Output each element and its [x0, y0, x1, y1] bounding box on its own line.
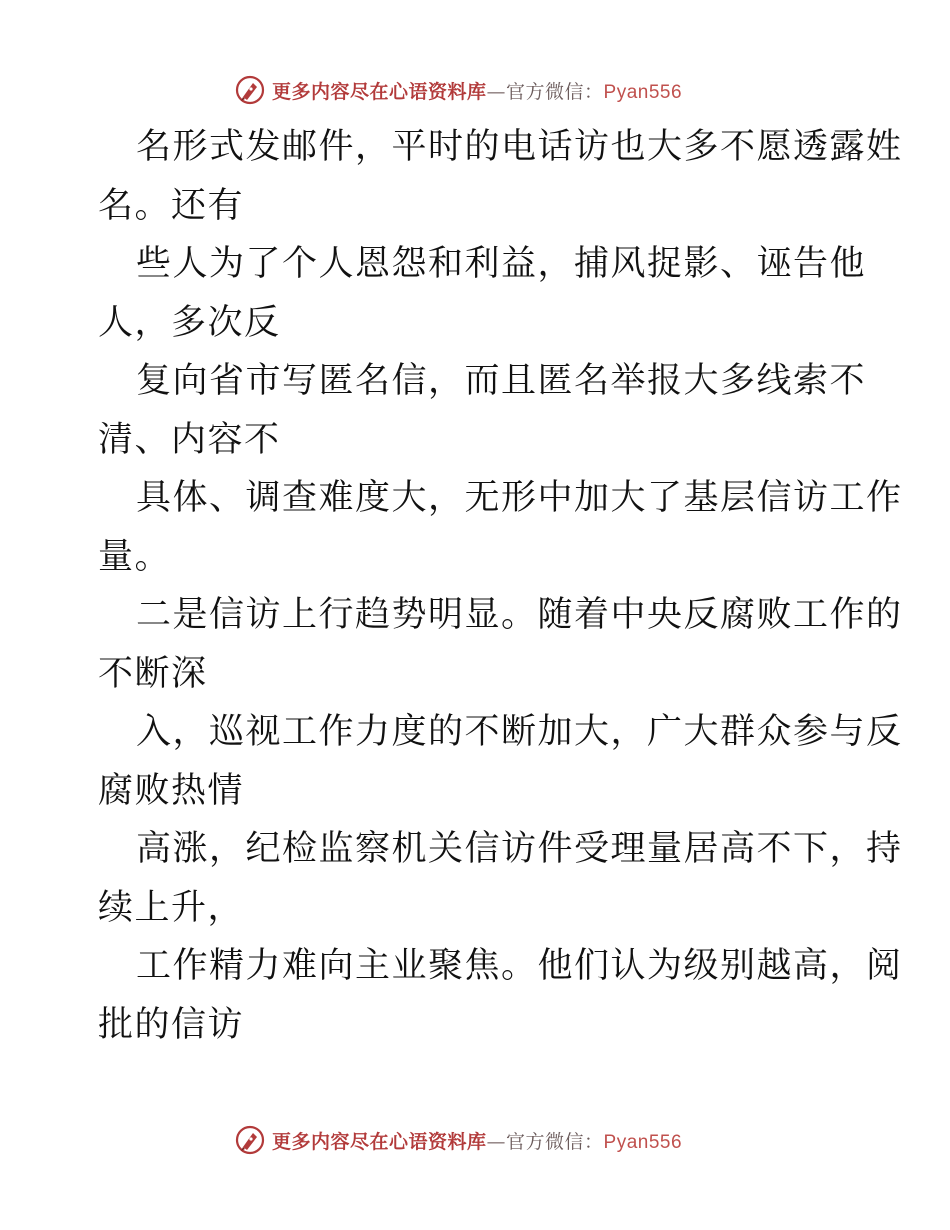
- document-body: [98, 118, 903, 1054]
- paragraph-line: 工作精力难向主业聚焦。他们认为级别越高，阅: [136, 946, 903, 986]
- paragraph-line: 具体、调查难度大，无形中加大了基层信访工作: [136, 478, 903, 518]
- footer-watermark-banner: [234, 1122, 734, 1158]
- paragraph-line: 清、内容不: [98, 419, 281, 460]
- paragraph-line: 批的信访: [98, 1004, 245, 1045]
- pen-nib-logo-icon: [234, 74, 266, 106]
- paragraph-line: 些人为了个人恩怨和利益，捕风捉影、诬告他: [136, 244, 867, 284]
- paragraph-line: 不断深: [98, 653, 208, 694]
- paragraph-line: 续上升，: [98, 887, 245, 928]
- paragraph-line: 量。: [98, 536, 172, 577]
- paragraph-line: 二是信访上行趋势明显。随着中央反腐败工作的: [136, 595, 903, 635]
- banner-separator: —: [486, 80, 507, 103]
- paragraph-line: 人，多次反: [98, 302, 281, 343]
- paragraph-line: 入，巡视工作力度的不断加大，广大群众参与反: [136, 712, 903, 752]
- paragraph-line: 复向省市写匿名信，而且匿名举报大多线索不: [136, 361, 867, 401]
- banner-site-name: 更多内容尽在心语资料库: [272, 80, 487, 103]
- paragraph-line: 腐败热情: [98, 770, 245, 811]
- banner-text: [272, 77, 682, 104]
- banner-site-name: 更多内容尽在心语资料库: [272, 1130, 487, 1153]
- banner-wechat-id: Pyan556: [603, 1131, 683, 1153]
- paragraph-line: 名形式发邮件，平时的电话访也大多不愿透露姓: [136, 127, 903, 167]
- paragraph-line: 高涨，纪检监察机关信访件受理量居高不下，持: [136, 829, 903, 869]
- pen-nib-logo-icon: [234, 1124, 266, 1156]
- banner-separator: —: [486, 1130, 507, 1153]
- banner-official-label: 官方微信：: [506, 1130, 604, 1153]
- banner-official-label: 官方微信：: [506, 80, 604, 103]
- banner-text: [272, 1127, 682, 1154]
- banner-wechat-id: Pyan556: [603, 81, 683, 103]
- header-watermark-banner: [234, 72, 734, 108]
- paragraph-line: 名。还有: [98, 185, 245, 226]
